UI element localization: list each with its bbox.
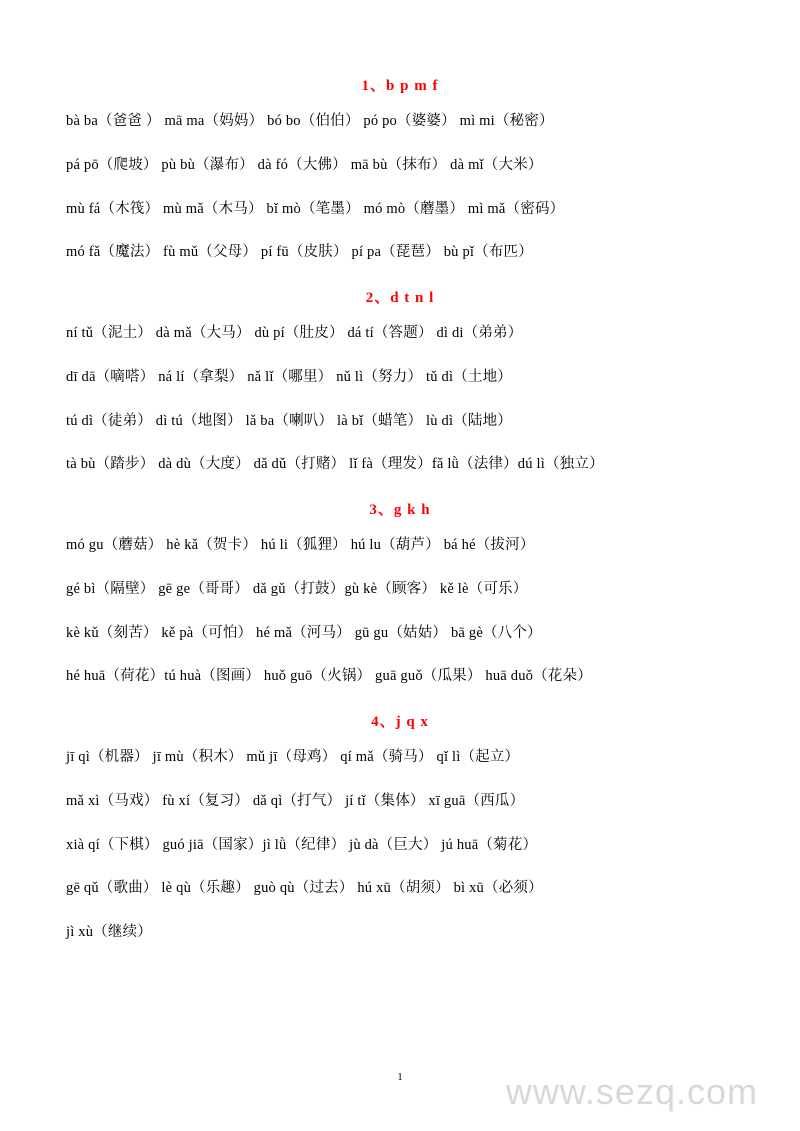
section-dtnl <box>62 286 738 476</box>
page-number: 1 <box>397 1071 403 1083</box>
section-bpmf <box>62 74 738 264</box>
pinyin-line: mó gu（蘑菇） hè kǎ（贺卡） hú li（狐狸） hú lu（葫芦） bá hé（拔河） <box>66 537 535 553</box>
watermark: www.sezq.com <box>505 1071 758 1112</box>
section-title-2: 2、d t n l <box>365 290 435 306</box>
pinyin-line: kè kǔ（刻苦） kě pà（可怕） hé mǎ（河马） gū gu（姑姑） bā gè（八个） <box>66 624 542 641</box>
section-title-1: 1、b p m f <box>361 78 439 94</box>
section-title-3: 3、g k h <box>369 502 431 518</box>
pinyin-line: pá pō（爬坡） pù bù（瀑布） dà fó（大佛） mā bù（抹布） dà mǐ（大米） <box>66 156 543 173</box>
section-title-4: 4、j q x <box>371 714 429 730</box>
pinyin-line: mó fǎ（魔法） fù mǔ（父母） pí fū（皮肤） pí pa（琵琶） bù pǐ（布匹） <box>66 244 533 261</box>
pinyin-line: mǎ xì（马戏） fù xí（复习） dǎ qì（打气） jí tǐ（集体） xī guā（西瓜） <box>66 792 525 809</box>
pinyin-line: jī qì（机器） jī mù（积木） mǔ jī（母鸡） qí mǎ（骑马） qǐ lì（起立） <box>66 749 520 765</box>
pinyin-line: jì xù（继续） <box>66 924 152 940</box>
section-gkh <box>62 498 738 688</box>
pinyin-line: gé bì（隔壁） gē ge（哥哥） dǎ gǔ（打鼓）gù kè（顾客） kě lè（可乐） <box>66 580 528 597</box>
pinyin-line: gē qǔ（歌曲） lè qù（乐趣） guò qù（过去） hú xū（胡须） bì xū（必须） <box>66 880 543 897</box>
section-jqx <box>62 710 738 944</box>
pinyin-line: mù fá（木筏） mù mǎ（木马） bǐ mò（笔墨） mó mò（蘑墨） mì mǎ（密码） <box>66 200 565 217</box>
pinyin-line: tú dì（徒弟） dì tú（地图） lǎ ba（喇叭） là bǐ（蜡笔） lù dì（陆地） <box>66 412 512 429</box>
pinyin-line: xià qí（下棋） guó jiā（国家）jì lǜ（纪律） jù dà（巨大） jú huā（菊花） <box>66 836 538 853</box>
pinyin-line: ní tǔ（泥土） dà mǎ（大马） dù pí（肚皮） dá tí（答题） dì di（弟弟） <box>66 325 523 341</box>
pinyin-line: hé huā（荷花）tú huà（图画） huǒ guō（火锅） guā guǒ（瓜果） huā duǒ（花朵） <box>66 668 592 685</box>
pinyin-line: tà bù（踏步） dà dù（大度） dǎ dǔ（打赌） lǐ fà（理发）fǎ lǜ（法律）dú lì（独立） <box>66 456 604 473</box>
pinyin-line: bà ba（爸爸 ） mā ma（妈妈） bó bo（伯伯） pó po（婆婆） mì mi（秘密） <box>66 113 554 129</box>
pinyin-line: dī dā（嘀嗒） ná lí（拿梨） nǎ lǐ（哪里） nǔ lì（努力） tǔ dì（土地） <box>66 368 512 385</box>
